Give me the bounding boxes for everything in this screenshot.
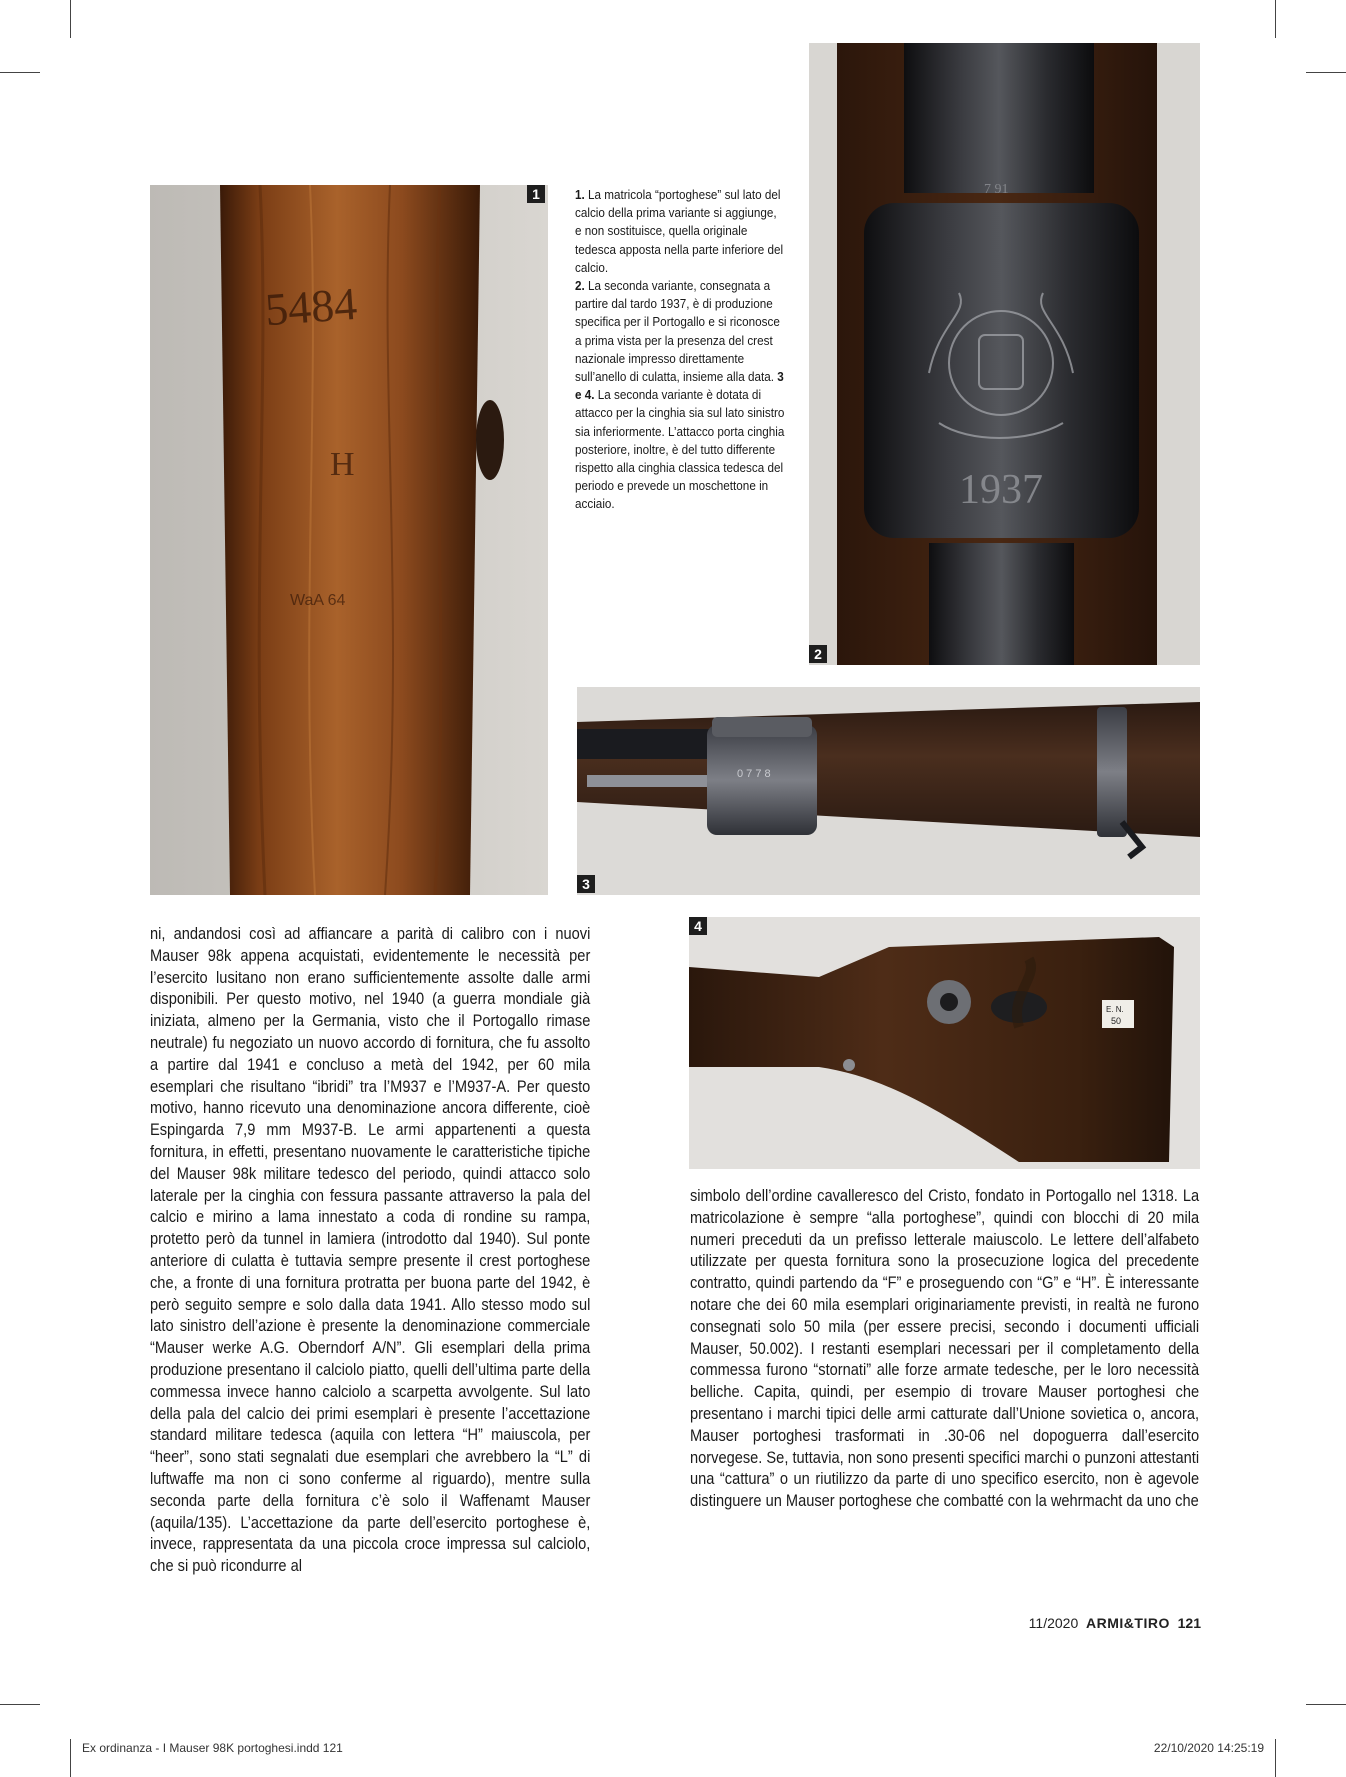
stock-markings-illustration	[150, 185, 548, 895]
print-slug-file: Ex ordinanza - I Mauser 98K portoghesi.indd 121	[82, 1741, 343, 1755]
photo-number-badge: 2	[809, 645, 827, 663]
photo-number-badge: 4	[689, 917, 707, 935]
barrel-band-illustration	[577, 687, 1200, 895]
page-number: 121	[1177, 1615, 1201, 1631]
photo-number-badge: 1	[527, 185, 545, 203]
photo-stock-markings	[150, 185, 548, 895]
article-left-column	[150, 923, 590, 1577]
caption-2-text: La seconda variante, consegnata a partire dal tardo 1937, è di produzione specifica per il Portogallo e si riconosce a prima vista per la presenza del crest nazionale impresso direttamente sull’anello di culatta, insieme alla data.	[575, 278, 780, 385]
caption-2-number: 2.	[575, 278, 585, 294]
crop-mark	[70, 0, 71, 38]
caption-1-number: 1.	[575, 187, 585, 202]
stock-letter-stamp: H	[330, 446, 355, 483]
stock-waffenamt-stamp: WaA 64	[290, 592, 346, 609]
article-left-paragraph: ni, andandosi così ad affiancare a parità di calibro con i nuovi Mauser 98k appena acquistati, evidentemente le necessità per l’esercito lusitano non erano sufficientemente assolte dalle armi disponibili. Per questo motivo, nel 1940 (a guerra mondiale già iniziata, almeno per la Germania, visto che il Portogallo rimase neutrale) fu negoziato un nuovo accordo di fornitura, che fu assolto a partire dal 1941 e concluso a metà del 1942, per 60 mila esemplari che risultano “ibridi” tra l’M937 e l’M937-A. Per questo motivo, hanno ricevuto una denominazione ancora differente, cioè Espingarda 7,9 mm M937-B. Le armi appartenenti a questa fornitura, in effetti, presentano nuovamente le caratteristiche tipiche del Mauser 98k militare tedesco del periodo, quindi attacco solo laterale per la cinghia con fessura passante attraverso la pala del calcio e mirino a lama innestato a coda di rondine su rampa, protetto però da tunnel in lamiera (introdotto dal 1940). Sul ponte anteriore di culatta è tuttavia sempre presente il crest portoghese che, a fronte di una fornitura protratta per buona parte del 1942, è però seguito sempre e solo dalla data 1941. Allo stesso modo sul lato sinistro dell’azione è presente la denominazione commerciale “Mauser werke A.G. Oberndorf A/N”. Gli esemplari della prima produzione presentano il calciolo piatto, quelli dell’ultima parte della commessa invece hanno calciolo a scarpetta avvolgente. Sul lato della pala del calcio dei primi esemplari è presente l’accettazione standard militare tedesca (aquila con lettera “H” maiuscola, per “heer”, sono stati segnalati due esemplari che avrebbero la “L” di luftwaffe ma non ci sono conferme al riguardo), mentre sulla seconda parte della fornitura c’è solo il Waffenamt Mauser (aquila/135). L’accettazione da parte dell’esercito portoghese è, invece, rappresentata da una piccola croce impressa sul calciolo, che si può ricondurre al	[150, 924, 591, 1576]
receiver-date-stamp: 1937	[959, 467, 1043, 513]
receiver-serial-stamp: 7 91	[984, 182, 1009, 197]
page-folio	[1029, 1615, 1201, 1631]
receiver-crest-illustration	[809, 43, 1200, 665]
photo-receiver-crest	[809, 43, 1200, 665]
magazine-brand: ARMI&TIRO	[1086, 1615, 1170, 1631]
stock-serial-stamp: 5484	[263, 277, 359, 336]
photo-buttstock	[689, 917, 1200, 1169]
band-serial-stamp: 0 7 7 8	[737, 768, 771, 780]
photo-caption	[575, 186, 785, 514]
crop-mark	[1275, 0, 1276, 38]
caption-34-text: La seconda variante è dotata di attacco per la cinghia sia sul lato sinistro sia inferiormente. L’attacco porta cinghia posteriore, inoltre, è del tutto differente rispetto alla cinghia classica tedesca del periodo e prevede un moschettone in acciaio.	[575, 387, 785, 512]
crop-mark	[0, 72, 40, 73]
acceptance-tag-bottom: 50	[1111, 1016, 1122, 1026]
issue-date: 11/2020	[1028, 1615, 1079, 1631]
crop-mark	[1306, 1704, 1346, 1705]
acceptance-tag-top: E. N.	[1106, 1005, 1124, 1014]
buttstock-illustration	[689, 917, 1200, 1169]
caption-34-number: 3 e 4.	[575, 369, 784, 403]
article-right-column	[690, 1185, 1199, 1512]
photo-number-badge: 3	[577, 875, 595, 893]
photo-barrel-band	[577, 687, 1200, 895]
print-slug-date: 22/10/2020 14:25:19	[1153, 1741, 1264, 1755]
article-right-paragraph: simbolo dell’ordine cavalleresco del Cristo, fondato in Portogallo nel 1318. La matricolazione è sempre “alla portoghese”, quindi con blocchi di 20 mila numeri preceduti da un prefisso letterale maiuscolo. Le lettere dell’alfabeto utilizzate per questa fornitura sono la prosecuzione logica del precedente contratto, quindi partendo da “F” e proseguendo con “G” e “H”. È interessante notare che dei 60 mila esemplari originariamente previsti, in realtà ne furono consegnati solo 50 mila (per essere precisi, secondo i documenti ufficiali Mauser, 50.002). I restanti esemplari necessari per il completamento della commessa furono “stornati” alle forze armate tedesche, per le loro necessità belliche. Capita, quindi, per esempio di trovare Mauser portoghesi che presentano i marchi tipici delle armi catturate dall’Unione sovietica o, ancora, Mauser portoghesi trasformati in .30-06 nel dopoguerra dall’esercito norvegese. Se, tuttavia, non sono presenti specifici marchi o punzoni attestanti una “cattura” o un riutilizzo da parte di uno specifico esercito, non è agevole distinguere un Mauser portoghese che combatté con la wehrmacht da uno che	[690, 1186, 1200, 1511]
crop-mark	[1306, 72, 1346, 73]
caption-1-text: La matricola “portoghese” sul lato del calcio della prima variante si aggiunge, e non sostituisce, quella originale tedesca apposta nella parte inferiore del calcio.	[575, 187, 784, 275]
crop-mark	[0, 1704, 40, 1705]
crop-mark	[1275, 1739, 1276, 1777]
crop-mark	[70, 1739, 71, 1777]
